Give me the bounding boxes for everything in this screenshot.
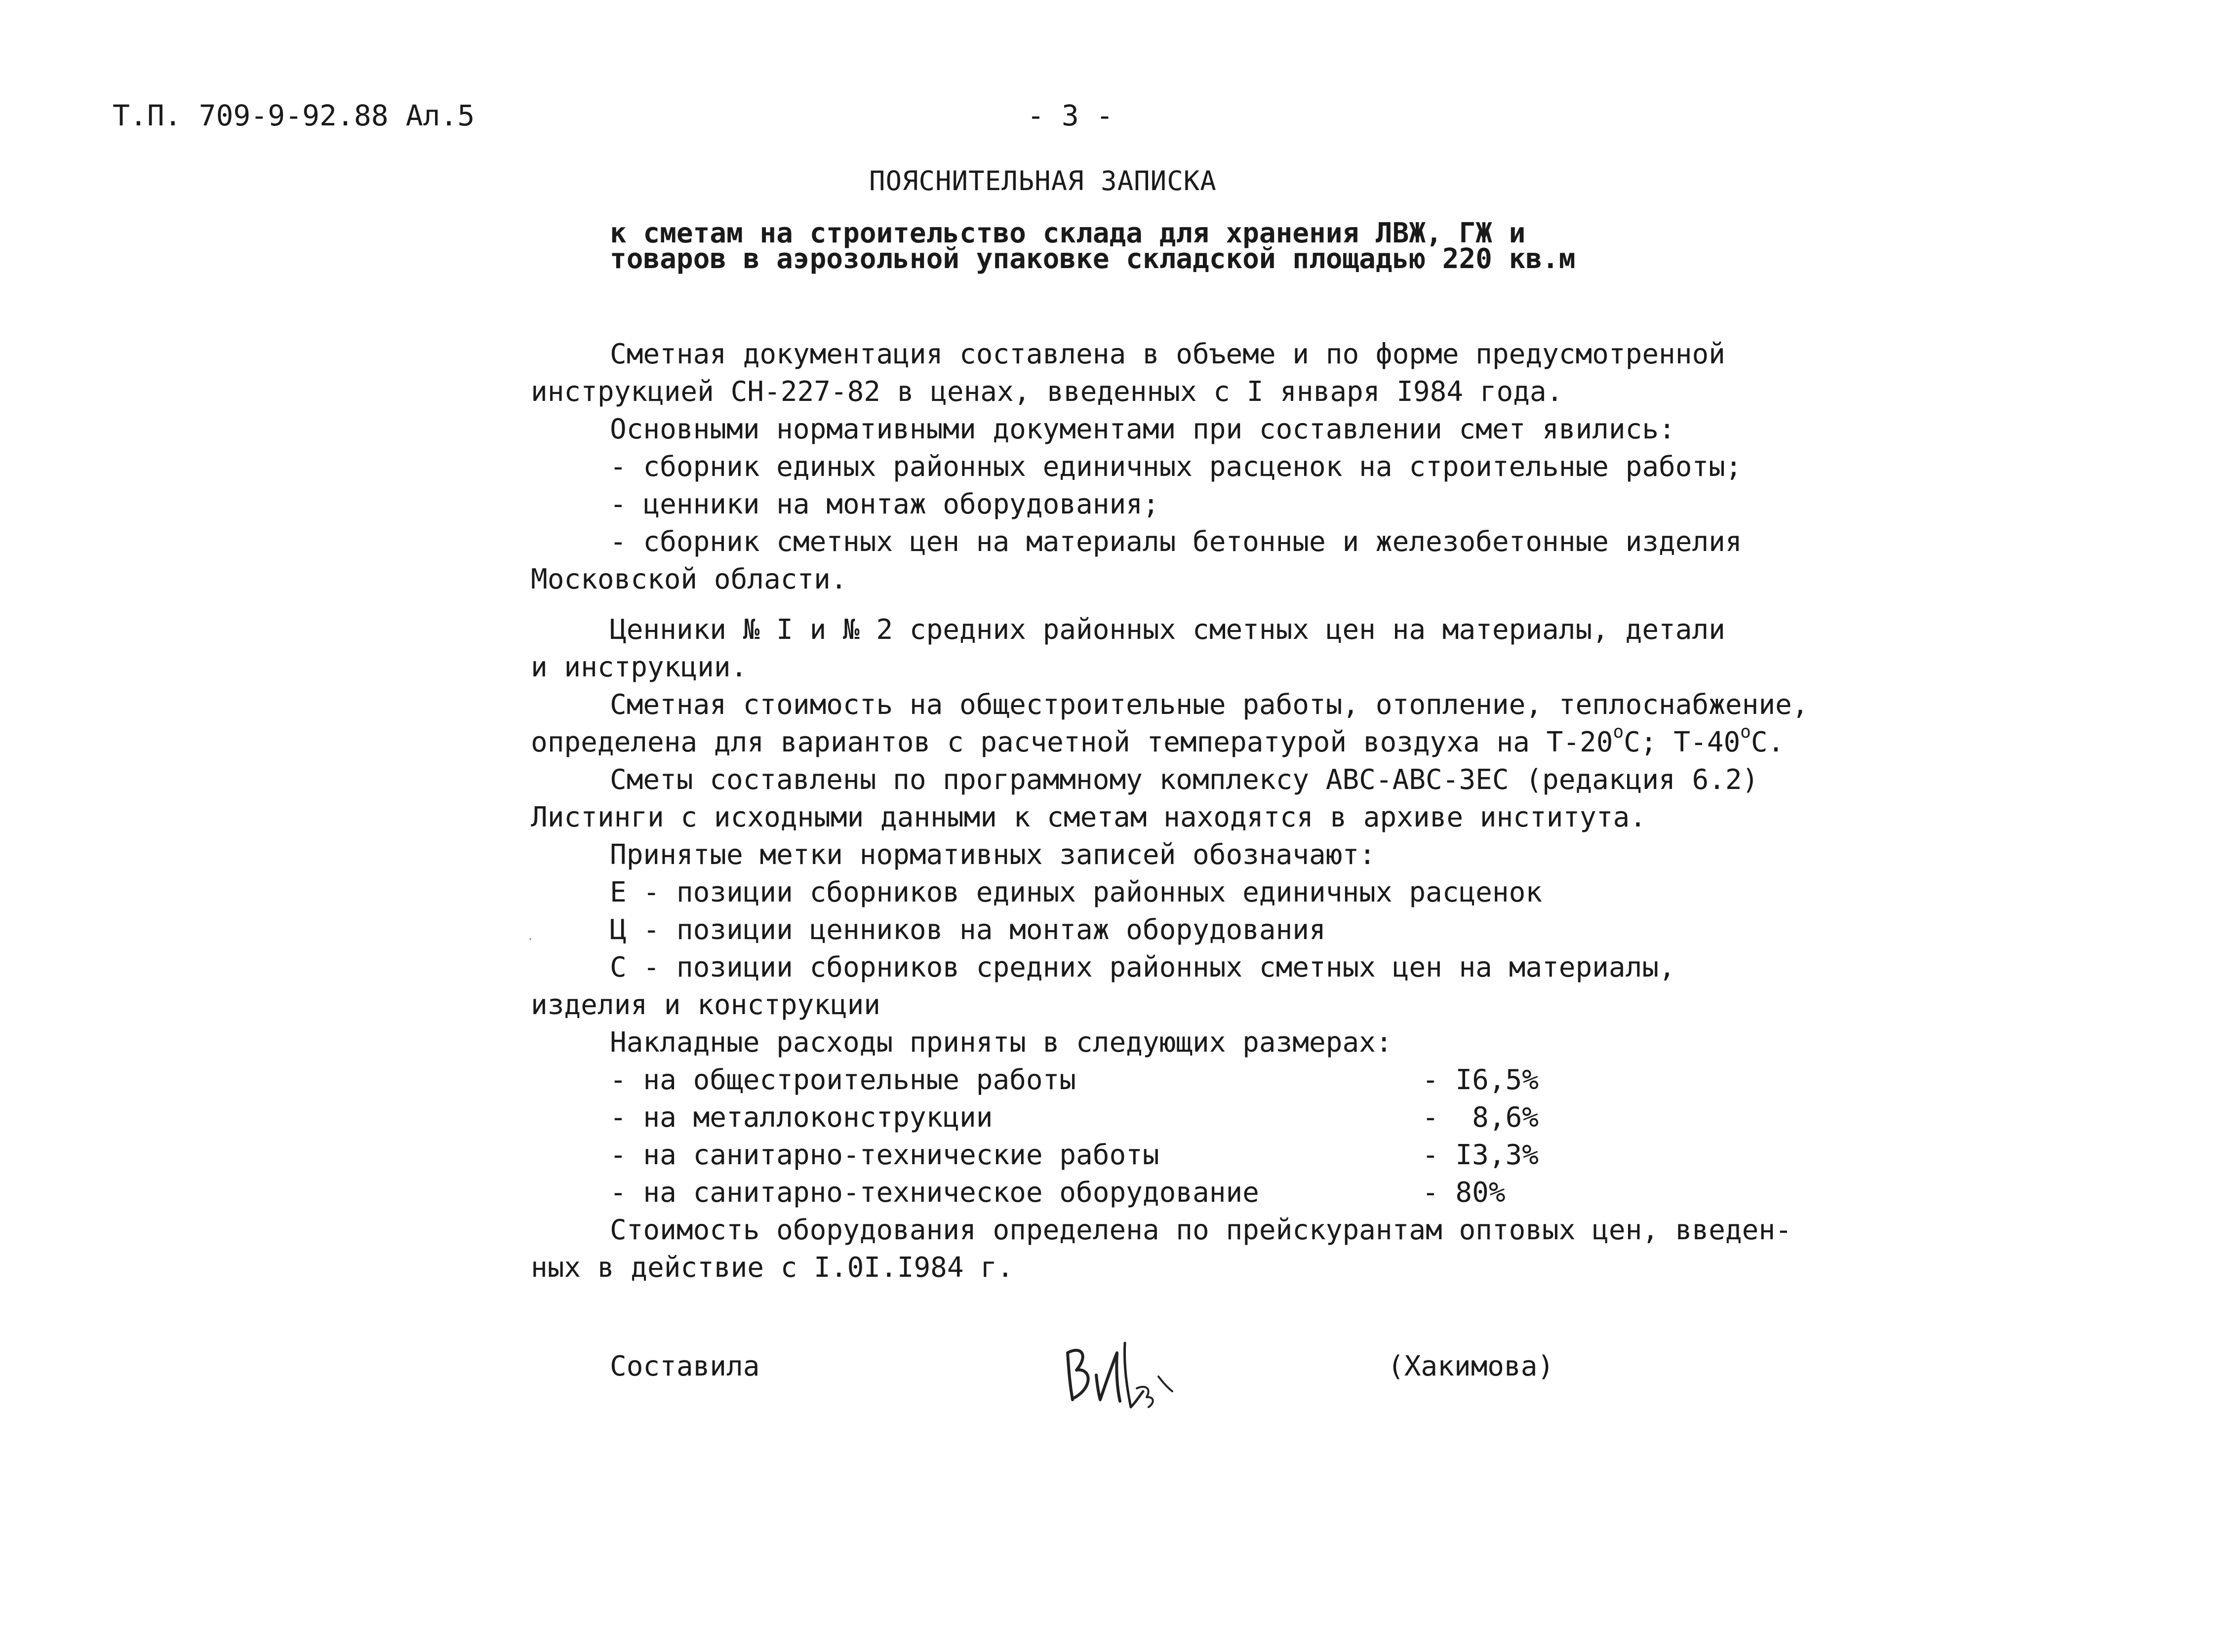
paragraph-8-line-1: Стоимость оборудования определена по прейскурантам оптовых цен, введен- — [610, 1214, 1792, 1246]
overhead-label: - на санитарно-технические работы — [610, 1139, 1159, 1171]
document-title: ПОЯСНИТЕЛЬНАЯ ЗАПИСКА — [869, 165, 1217, 197]
paragraph-1-line-2: инструкцией СН-227-82 в ценах, введенных с I января I984 года. — [531, 376, 1563, 408]
paragraph-5-line-1: Сметы составлены по программному комплексу АВС-АВС-3ЕС (редакция 6.2) — [610, 764, 1759, 796]
paragraph-1-line-1: Сметная документация составлена в объеме и по форме предусмотренной — [610, 338, 1725, 370]
list-item-3-line-2: Московской области. — [531, 563, 847, 595]
overhead-value: - 8,6% — [1422, 1101, 1539, 1134]
list-item-2: - ценники на монтаж оборудования; — [610, 488, 1159, 520]
degree-mark-1: о — [1613, 722, 1624, 742]
scan-speck — [529, 938, 531, 940]
overhead-label: - на металлоконструкции — [610, 1101, 993, 1134]
paragraph-4-line-1: Сметная стоимость на общестроительные работы, отопление, теплоснабжение, — [610, 689, 1809, 721]
mark-s-definition-line-1: С - позиции сборников средних районных сметных цен на материалы, — [610, 951, 1675, 983]
page-number: - 3 - — [1027, 99, 1114, 132]
overhead-label: - на санитарно-техническое оборудование — [610, 1177, 1259, 1209]
subtitle-line-1: к сметам на строительство склада для хранения ЛВЖ, ГЖ и — [610, 217, 1526, 249]
mark-s-definition-line-2: изделия и конструкции — [531, 989, 881, 1021]
paragraph-4-line-2 — [531, 722, 1785, 758]
list-item-1: - сборник единых районных единичных расценок на строительные работы; — [610, 451, 1742, 483]
subtitle-line-2: товаров в аэрозольной упаковке складской площадью 220 кв.м — [610, 243, 1576, 275]
paragraph-7: Накладные расходы приняты в следующих размерах: — [610, 1026, 1393, 1059]
paragraph-2: Основными нормативными документами при составлении смет явились: — [610, 413, 1675, 445]
paragraph-6: Принятые метки нормативных записей обозначают: — [610, 839, 1376, 871]
overhead-value: - I6,5% — [1422, 1064, 1539, 1096]
mark-c-definition: Ц - позиции ценников на монтаж оборудования — [610, 914, 1326, 946]
compiled-by-label: Составила — [610, 1350, 760, 1382]
compiler-name: (Хакимова) — [1388, 1350, 1554, 1382]
mark-e-definition: Е - позиции сборников единых районных единичных расценок — [610, 876, 1543, 908]
temperature-text-a: определена для вариантов с расчетной температурой воздуха на Т-20 — [531, 726, 1613, 758]
paragraph-3-line-1: Ценники № I и № 2 средних районных сметных цен на материалы, детали — [610, 614, 1725, 646]
handwritten-signature — [1062, 1333, 1175, 1412]
list-item-3-line-1: - сборник сметных цен на материалы бетонные и железобетонные изделия — [610, 526, 1742, 558]
overhead-label: - на общестроительные работы — [610, 1064, 1076, 1096]
paragraph-5-line-2: Листинги с исходными данными к сметам находятся в архиве института. — [531, 801, 1646, 833]
temperature-text-c: С. — [1751, 726, 1785, 758]
overhead-value: - 80% — [1422, 1177, 1506, 1209]
paragraph-3-line-2: и инструкции. — [531, 651, 748, 683]
paragraph-8-line-2: ных в действие с I.0I.I984 г. — [531, 1252, 1014, 1284]
document-reference: Т.П. 709-9-92.88 Ал.5 — [113, 99, 475, 132]
overhead-value: - I3,3% — [1422, 1139, 1539, 1171]
temperature-text-b: С; Т-40 — [1624, 726, 1741, 758]
degree-mark-2: о — [1740, 722, 1751, 742]
